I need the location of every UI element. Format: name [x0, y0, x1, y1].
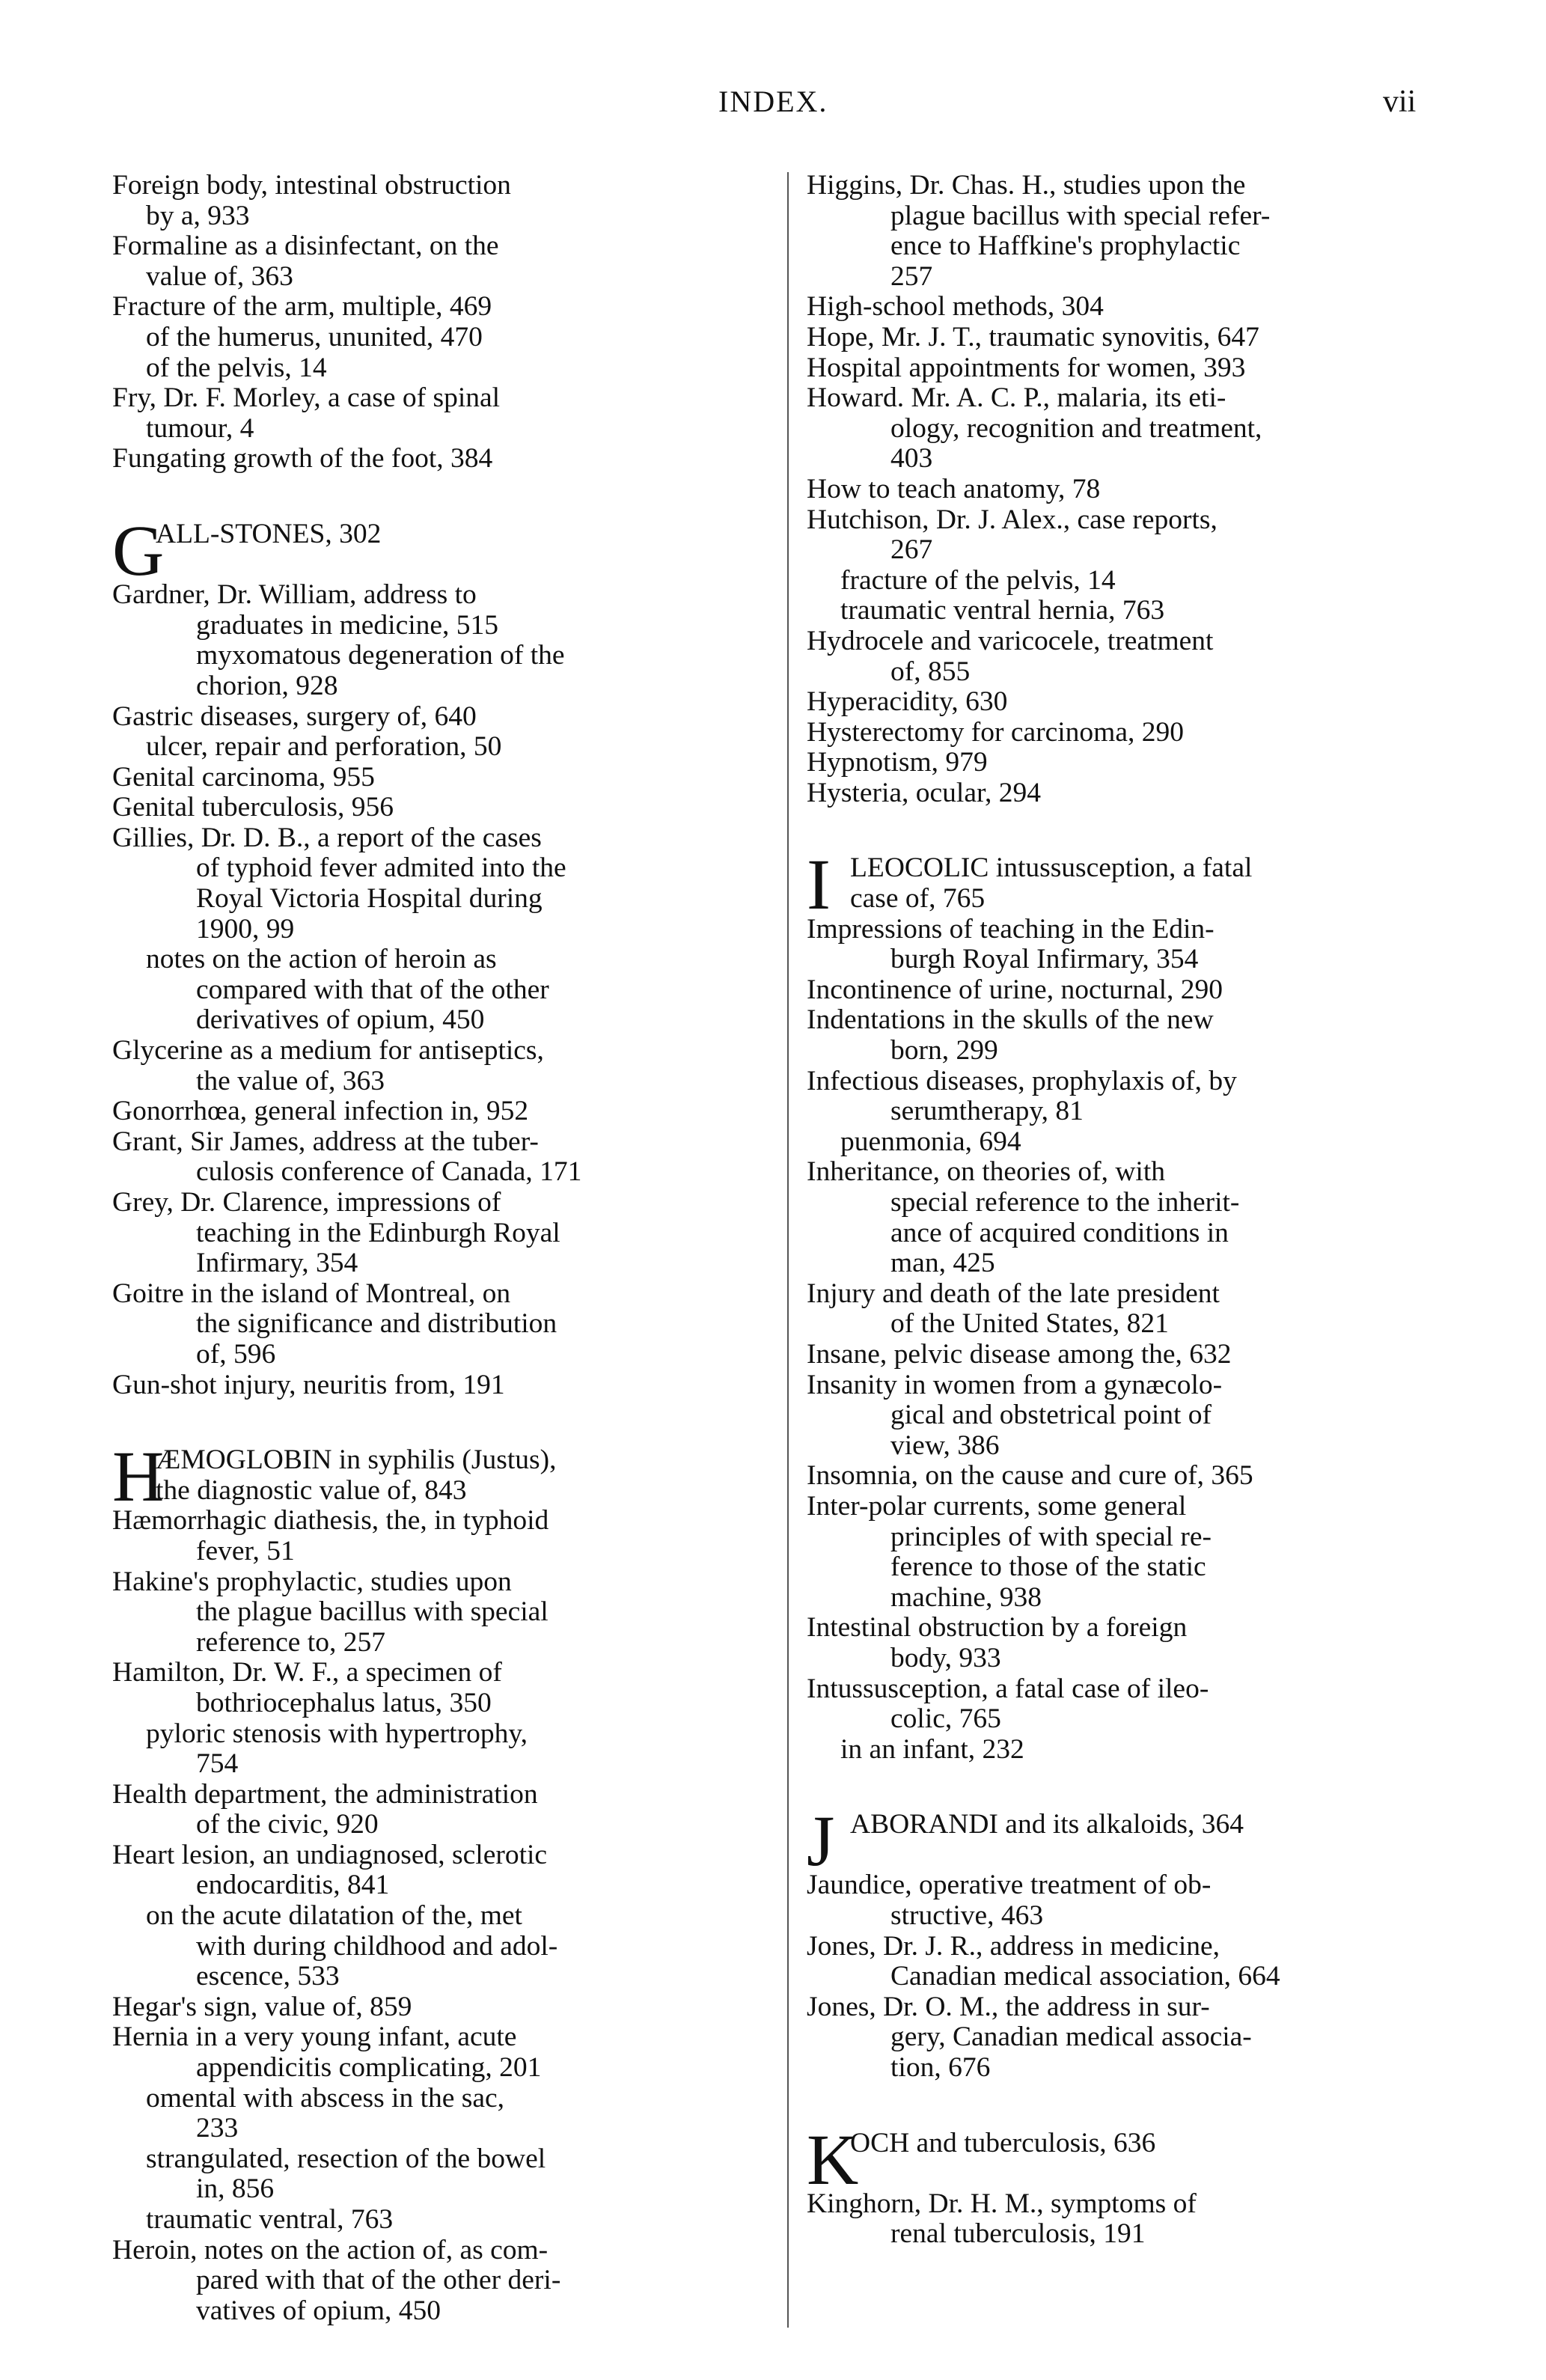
index-entry: Jaundice, operative treatment of ob- — [807, 1870, 1212, 1901]
index-entry: Impressions of teaching in the Edin- — [807, 913, 1215, 945]
index-entry: Gastric diseases, surgery of, 640 — [112, 701, 477, 732]
index-subentry: value of, 363 — [146, 260, 293, 292]
index-subentry: of the civic, 920 — [196, 1809, 379, 1840]
section-heading — [807, 844, 1465, 925]
index-subentry: born, 299 — [890, 1035, 998, 1067]
index-subentry: machine, 938 — [890, 1581, 1042, 1613]
index-subentry: 257 — [890, 260, 933, 292]
index-subentry: of, 855 — [890, 656, 971, 687]
index-subentry: strangulated, resection of the bowel — [146, 2143, 546, 2174]
index-subentry: special reference to the inherit- — [890, 1187, 1240, 1218]
index-entry: Glycerine as a medium for antiseptics, — [112, 1035, 544, 1067]
index-subentry: 403 — [890, 443, 933, 475]
index-entry: Formaline as a disinfectant, on the — [112, 231, 499, 262]
index-entry: Fungating growth of the foot, 384 — [112, 443, 493, 475]
index-entry: LEOCOLIC intussusception, a fatal — [850, 852, 1253, 884]
index-subentry: endocarditis, 841 — [196, 1870, 390, 1901]
index-entry-continuation: case of, 765 — [850, 883, 986, 915]
index-entry: ALL-STONES, 302 — [156, 518, 382, 549]
index-subentry: escence, 533 — [196, 1961, 340, 1992]
index-entry: Injury and death of the late president — [807, 1278, 1220, 1309]
index-entry: Hernia in a very young infant, acute — [112, 2022, 517, 2053]
index-subentry: of, 596 — [196, 1338, 276, 1370]
index-subentry: bothriocephalus latus, 350 — [196, 1687, 492, 1718]
index-subentry: pared with that of the other deri- — [196, 2265, 561, 2296]
index-entry: Health department, the administration — [112, 1778, 538, 1810]
index-entry-continuation: the diagnostic value of, 843 — [156, 1474, 467, 1506]
column-divider — [787, 172, 789, 2328]
index-entry: Infectious diseases, prophylaxis of, by — [807, 1065, 1237, 1096]
index-entry: Hæmorrhagic diathesis, the, in typhoid — [112, 1505, 549, 1537]
index-subentry: 1900, 99 — [196, 913, 295, 945]
section-heading — [807, 1801, 1465, 1882]
index-subentry: ology, recognition and treatment, — [890, 412, 1262, 444]
index-subentry: tumour, 4 — [146, 412, 254, 444]
section-heading — [807, 2119, 1465, 2200]
index-entry: Inter-polar currents, some general — [807, 1490, 1187, 1522]
index-entry: How to teach anatomy, 78 — [807, 473, 1101, 504]
index-entry: Insanity in women from a gynæcolo- — [807, 1369, 1223, 1400]
index-subentry: myxomatous degeneration of the — [196, 640, 565, 671]
page-header — [0, 0, 1546, 150]
drop-cap-letter: K — [807, 2119, 859, 2200]
index-subentry: teaching in the Edinburgh Royal — [196, 1217, 560, 1248]
index-entry: OCH and tuberculosis, 636 — [850, 2127, 1156, 2158]
index-subentry: notes on the action of heroin as — [146, 944, 497, 975]
index-entry: Hospital appointments for women, 393 — [807, 352, 1246, 383]
section-gap — [807, 1765, 1465, 1810]
section-gap — [807, 808, 1465, 853]
index-subentry: body, 933 — [890, 1642, 1001, 1673]
index-entry: Gonorrhœa, general infection in, 952 — [112, 1096, 529, 1127]
index-column-left — [112, 171, 771, 2326]
index-entry: Indentations in the skulls of the new — [807, 1004, 1214, 1036]
index-subentry: 754 — [196, 1748, 239, 1780]
index-entry: Hope, Mr. J. T., traumatic synovitis, 647 — [807, 321, 1259, 353]
index-subentry: culosis conference of Canada, 171 — [196, 1156, 582, 1188]
index-subentry: colic, 765 — [890, 1703, 1001, 1735]
index-entry: Insomnia, on the cause and cure of, 365 — [807, 1460, 1253, 1492]
index-entry: Hydrocele and varicocele, treatment — [807, 625, 1214, 656]
index-subentry: appendicitis complicating, 201 — [196, 2052, 542, 2084]
index-subentry: ance of acquired conditions in — [890, 1217, 1229, 1248]
index-entry: Hypnotism, 979 — [807, 747, 988, 778]
drop-cap-letter: H — [112, 1436, 165, 1517]
index-entry: Hutchison, Dr. J. Alex., case reports, — [807, 504, 1217, 535]
index-subentry: view, 386 — [890, 1429, 1000, 1461]
index-subentry: traumatic ventral, 763 — [146, 2204, 394, 2235]
index-subentry: of the humerus, ununited, 470 — [146, 321, 483, 353]
index-entry: Hysteria, ocular, 294 — [807, 777, 1041, 808]
index-subentry: reference to, 257 — [196, 1626, 385, 1658]
running-title: INDEX. — [718, 85, 828, 118]
index-subentry: serumtherapy, 81 — [890, 1096, 1084, 1127]
index-entry: Fry, Dr. F. Morley, a case of spinal — [112, 382, 501, 414]
index-subentry: tion, 676 — [890, 2052, 991, 2084]
index-entry: High-school methods, 304 — [807, 291, 1104, 323]
index-subentry: pyloric stenosis with hypertrophy, — [146, 1718, 528, 1749]
index-subentry: in an infant, 232 — [840, 1733, 1024, 1765]
index-entry: Genital tuberculosis, 956 — [112, 792, 394, 823]
index-subentry: renal tuberculosis, 191 — [890, 2218, 1146, 2250]
index-entry: Gardner, Dr. William, address to — [112, 579, 477, 611]
index-entry-continuation — [850, 2158, 1465, 2189]
index-entry: Howard. Mr. A. C. P., malaria, its eti- — [807, 382, 1226, 414]
index-subentry: Royal Victoria Hospital during — [196, 883, 543, 915]
index-subentry: fracture of the pelvis, 14 — [840, 564, 1116, 596]
index-subentry: in, 856 — [196, 2173, 275, 2205]
index-subentry: 267 — [890, 534, 933, 566]
index-subentry: burgh Royal Infirmary, 354 — [890, 944, 1199, 975]
index-entry-continuation — [850, 1840, 1465, 1871]
index-subentry: compared with that of the other — [196, 974, 549, 1005]
index-subentry: of typhoid fever admited into the — [196, 852, 566, 884]
index-subentry: on the acute dilatation of the, met — [146, 1900, 522, 1932]
index-subentry: the value of, 363 — [196, 1065, 385, 1096]
index-subentry: chorion, 928 — [196, 670, 338, 701]
index-subentry: structive, 463 — [890, 1900, 1044, 1932]
index-subentry: plague bacillus with special refer- — [890, 200, 1271, 231]
index-entry: Hegar's sign, value of, 859 — [112, 1991, 412, 2022]
index-subentry: ulcer, repair and perforation, 50 — [146, 731, 502, 763]
index-subentry: omental with abscess in the sac, — [146, 2082, 505, 2114]
section-gap — [112, 475, 771, 519]
index-subentry: 233 — [196, 2113, 239, 2144]
index-subentry: vatives of opium, 450 — [196, 2295, 442, 2326]
index-entry: Insane, pelvic disease among the, 632 — [807, 1338, 1232, 1370]
index-entry: Hyperacidity, 630 — [807, 686, 1008, 718]
index-entry: Gillies, Dr. D. B., a report of the cases — [112, 822, 542, 853]
index-subentry: traumatic ventral hernia, 763 — [840, 595, 1165, 626]
index-entry: Intestinal obstruction by a foreign — [807, 1612, 1188, 1644]
index-entry: Heroin, notes on the action of, as com- — [112, 2234, 549, 2265]
index-subentry: principles of with special re- — [890, 1521, 1212, 1552]
page-number: vii — [1383, 85, 1417, 119]
section-gap — [807, 2084, 1465, 2129]
index-subentry: the plague bacillus with special — [196, 1596, 549, 1628]
index-entry: Grant, Sir James, address at the tuber- — [112, 1126, 539, 1157]
index-subentry: gery, Canadian medical associa- — [890, 2022, 1252, 2053]
section-gap — [112, 1400, 771, 1445]
index-column-right — [807, 171, 1465, 2250]
index-entry: Hakine's prophylactic, studies upon — [112, 1566, 512, 1597]
index-entry: Goitre in the island of Montreal, on — [112, 1278, 511, 1309]
index-entry: Jones, Dr. O. M., the address in sur- — [807, 1991, 1210, 2022]
index-subentry: the significance and distribution — [196, 1308, 557, 1340]
index-entry-continuation — [156, 550, 771, 581]
index-entry: Intussusception, a fatal case of ileo- — [807, 1673, 1209, 1704]
section-heading — [112, 510, 771, 591]
index-entry: Grey, Dr. Clarence, impressions of — [112, 1187, 501, 1218]
index-subentry: man, 425 — [890, 1248, 995, 1279]
index-entry: Fracture of the arm, multiple, 469 — [112, 291, 492, 323]
index-subentry: fever, 51 — [196, 1535, 295, 1566]
index-entry: ÆMOGLOBIN in syphilis (Justus), — [156, 1444, 557, 1476]
index-entry: Heart lesion, an undiagnosed, sclerotic — [112, 1839, 548, 1870]
index-entry: ABORANDI and its alkaloids, 364 — [850, 1809, 1244, 1840]
index-entry: Hamilton, Dr. W. F., a specimen of — [112, 1657, 502, 1688]
index-entry: Foreign body, intestinal obstruction — [112, 170, 511, 201]
index-entry: Inheritance, on theories of, with — [807, 1156, 1166, 1188]
index-subentry: Infirmary, 354 — [196, 1248, 358, 1279]
index-subentry: Canadian medical association, 664 — [890, 1961, 1280, 1992]
index-subentry: by a, 933 — [146, 200, 250, 231]
index-subentry: gical and obstetrical point of — [890, 1400, 1212, 1431]
section-heading — [112, 1436, 771, 1517]
index-entry: Incontinence of urine, nocturnal, 290 — [807, 974, 1223, 1005]
index-subentry: graduates in medicine, 515 — [196, 609, 499, 641]
index-entry: Higgins, Dr. Chas. H., studies upon the — [807, 170, 1246, 201]
index-subentry: ence to Haffkine's prophylactic — [890, 231, 1241, 262]
index-subentry: of the United States, 821 — [890, 1308, 1169, 1340]
drop-cap-letter: J — [807, 1801, 835, 1882]
index-entry: Genital carcinoma, 955 — [112, 761, 375, 793]
index-entry: Hysterectomy for carcinoma, 290 — [807, 716, 1184, 748]
index-subentry: puenmonia, 694 — [840, 1126, 1021, 1157]
index-subentry: ference to those of the static — [890, 1551, 1206, 1583]
index-subentry: derivatives of opium, 450 — [196, 1004, 485, 1036]
index-subentry: of the pelvis, 14 — [146, 352, 327, 383]
drop-cap-letter: I — [807, 844, 831, 925]
index-entry: Gun-shot injury, neuritis from, 191 — [112, 1369, 505, 1400]
index-entry: Jones, Dr. J. R., address in medicine, — [807, 1930, 1220, 1962]
index-subentry: with during childhood and adol- — [196, 1930, 558, 1962]
index-entry: Kinghorn, Dr. H. M., symptoms of — [807, 2188, 1197, 2219]
drop-cap-letter: G — [112, 510, 165, 591]
